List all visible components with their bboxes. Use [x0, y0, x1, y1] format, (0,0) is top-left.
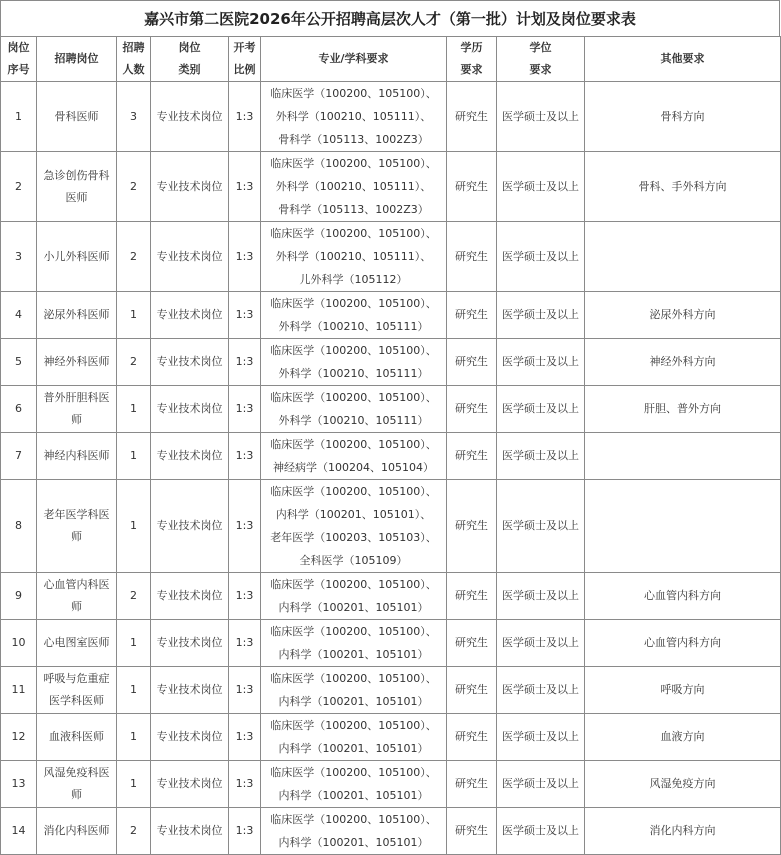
table-title: 嘉兴市第二医院2026年公开招聘高层次人才（第一批）计划及岗位要求表 [0, 0, 780, 36]
education-cell: 研究生 [447, 386, 497, 433]
exam-ratio-cell: 1:3 [229, 714, 261, 761]
post-number-cell: 1 [1, 82, 37, 152]
education-cell: 研究生 [447, 339, 497, 386]
post-name-cell: 呼吸与危重症 医学科医师 [37, 667, 117, 714]
degree-cell: 医学硕士及以上 [497, 339, 585, 386]
exam-ratio-cell: 1:3 [229, 667, 261, 714]
header-other: 其他要求 [585, 37, 781, 82]
degree-cell: 医学硕士及以上 [497, 667, 585, 714]
post-name-cell: 老年医学科医 师 [37, 480, 117, 573]
post-name-cell: 风湿免疫科医 师 [37, 761, 117, 808]
post-number-cell: 6 [1, 386, 37, 433]
post-name-cell: 泌尿外科医师 [37, 292, 117, 339]
exam-ratio-cell: 1:3 [229, 620, 261, 667]
post-name-cell: 心血管内科医 师 [37, 573, 117, 620]
post-category-cell: 专业技术岗位 [151, 620, 229, 667]
header-ratio: 开考 比例 [229, 37, 261, 82]
recruit-count-cell: 1 [117, 386, 151, 433]
post-category-cell: 专业技术岗位 [151, 339, 229, 386]
other-requirement-cell: 消化内科方向 [585, 808, 781, 855]
degree-cell: 医学硕士及以上 [497, 620, 585, 667]
table-row [1, 292, 781, 339]
education-cell: 研究生 [447, 667, 497, 714]
education-cell: 研究生 [447, 761, 497, 808]
degree-cell: 医学硕士及以上 [497, 386, 585, 433]
other-requirement-cell: 泌尿外科方向 [585, 292, 781, 339]
major-requirement-cell: 临床医学（100200、105100）、 内科学（100201、105101） [261, 808, 447, 855]
post-category-cell: 专业技术岗位 [151, 667, 229, 714]
table-row [1, 480, 781, 573]
major-requirement-cell: 临床医学（100200、105100）、 外科学（100210、105111） [261, 339, 447, 386]
other-requirement-cell [585, 480, 781, 573]
major-requirement-cell: 临床医学（100200、105100）、 内科学（100201、105101） [261, 761, 447, 808]
table-row [1, 82, 781, 152]
header-no: 岗位 序号 [1, 37, 37, 82]
major-requirement-cell: 临床医学（100200、105100）、 神经病学（100204、105104） [261, 433, 447, 480]
post-number-cell: 5 [1, 339, 37, 386]
degree-cell: 医学硕士及以上 [497, 292, 585, 339]
other-requirement-cell: 呼吸方向 [585, 667, 781, 714]
post-number-cell: 3 [1, 222, 37, 292]
post-name-cell: 神经内科医师 [37, 433, 117, 480]
recruit-count-cell: 2 [117, 222, 151, 292]
exam-ratio-cell: 1:3 [229, 761, 261, 808]
education-cell: 研究生 [447, 620, 497, 667]
table-row [1, 667, 781, 714]
other-requirement-cell: 骨科方向 [585, 82, 781, 152]
major-requirement-cell: 临床医学（100200、105100）、 外科学（100210、105111）、 儿外科学（105112） [261, 222, 447, 292]
exam-ratio-cell: 1:3 [229, 152, 261, 222]
recruit-count-cell: 1 [117, 480, 151, 573]
post-number-cell: 11 [1, 667, 37, 714]
post-name-cell: 小儿外科医师 [37, 222, 117, 292]
recruit-count-cell: 1 [117, 667, 151, 714]
other-requirement-cell [585, 222, 781, 292]
major-requirement-cell: 临床医学（100200、105100）、 内科学（100201、105101） [261, 620, 447, 667]
other-requirement-cell: 血液方向 [585, 714, 781, 761]
major-requirement-cell: 临床医学（100200、105100）、 内科学（100201、105101）、 老年医学（100203、105103）、 全科医学（105109） [261, 480, 447, 573]
education-cell: 研究生 [447, 573, 497, 620]
table-row [1, 152, 781, 222]
degree-cell: 医学硕士及以上 [497, 480, 585, 573]
post-number-cell: 8 [1, 480, 37, 573]
header-degree: 学位 要求 [497, 37, 585, 82]
education-cell: 研究生 [447, 433, 497, 480]
major-requirement-cell: 临床医学（100200、105100）、 外科学（100210、105111） [261, 386, 447, 433]
post-name-cell: 普外肝胆科医 师 [37, 386, 117, 433]
table-row [1, 761, 781, 808]
header-education: 学历 要求 [447, 37, 497, 82]
post-category-cell: 专业技术岗位 [151, 433, 229, 480]
education-cell: 研究生 [447, 222, 497, 292]
post-name-cell: 急诊创伤骨科 医师 [37, 152, 117, 222]
post-name-cell: 血液科医师 [37, 714, 117, 761]
exam-ratio-cell: 1:3 [229, 292, 261, 339]
other-requirement-cell: 心血管内科方向 [585, 573, 781, 620]
exam-ratio-cell: 1:3 [229, 82, 261, 152]
post-category-cell: 专业技术岗位 [151, 714, 229, 761]
post-category-cell: 专业技术岗位 [151, 82, 229, 152]
major-requirement-cell: 临床医学（100200、105100）、 外科学（100210、105111） [261, 292, 447, 339]
degree-cell: 医学硕士及以上 [497, 573, 585, 620]
major-requirement-cell: 临床医学（100200、105100）、 外科学（100210、105111）、 骨科学（105113、1002Z3） [261, 152, 447, 222]
recruit-count-cell: 1 [117, 714, 151, 761]
major-requirement-cell: 临床医学（100200、105100）、 外科学（100210、105111）、 骨科学（105113、1002Z3） [261, 82, 447, 152]
header-major: 专业/学科要求 [261, 37, 447, 82]
post-number-cell: 10 [1, 620, 37, 667]
table-row [1, 714, 781, 761]
post-name-cell: 心电图室医师 [37, 620, 117, 667]
major-requirement-cell: 临床医学（100200、105100）、 内科学（100201、105101） [261, 667, 447, 714]
header-category: 岗位 类别 [151, 37, 229, 82]
recruit-count-cell: 1 [117, 433, 151, 480]
table-row [1, 339, 781, 386]
other-requirement-cell: 骨科、手外科方向 [585, 152, 781, 222]
table-row [1, 222, 781, 292]
post-number-cell: 7 [1, 433, 37, 480]
degree-cell: 医学硕士及以上 [497, 714, 585, 761]
degree-cell: 医学硕士及以上 [497, 808, 585, 855]
post-category-cell: 专业技术岗位 [151, 480, 229, 573]
post-category-cell: 专业技术岗位 [151, 292, 229, 339]
table-row [1, 573, 781, 620]
degree-cell: 医学硕士及以上 [497, 761, 585, 808]
header-row [1, 37, 781, 82]
education-cell: 研究生 [447, 152, 497, 222]
recruit-count-cell: 1 [117, 292, 151, 339]
education-cell: 研究生 [447, 292, 497, 339]
education-cell: 研究生 [447, 480, 497, 573]
post-category-cell: 专业技术岗位 [151, 808, 229, 855]
post-category-cell: 专业技术岗位 [151, 386, 229, 433]
other-requirement-cell: 风湿免疫方向 [585, 761, 781, 808]
degree-cell: 医学硕士及以上 [497, 82, 585, 152]
recruitment-table [0, 36, 781, 855]
post-category-cell: 专业技术岗位 [151, 761, 229, 808]
exam-ratio-cell: 1:3 [229, 433, 261, 480]
post-number-cell: 2 [1, 152, 37, 222]
recruit-count-cell: 1 [117, 761, 151, 808]
post-name-cell: 神经外科医师 [37, 339, 117, 386]
post-category-cell: 专业技术岗位 [151, 573, 229, 620]
header-count: 招聘 人数 [117, 37, 151, 82]
other-requirement-cell: 心血管内科方向 [585, 620, 781, 667]
exam-ratio-cell: 1:3 [229, 339, 261, 386]
table-row [1, 386, 781, 433]
recruit-count-cell: 2 [117, 573, 151, 620]
post-number-cell: 12 [1, 714, 37, 761]
other-requirement-cell: 神经外科方向 [585, 339, 781, 386]
exam-ratio-cell: 1:3 [229, 480, 261, 573]
education-cell: 研究生 [447, 714, 497, 761]
exam-ratio-cell: 1:3 [229, 808, 261, 855]
recruit-count-cell: 3 [117, 82, 151, 152]
post-number-cell: 14 [1, 808, 37, 855]
exam-ratio-cell: 1:3 [229, 222, 261, 292]
major-requirement-cell: 临床医学（100200、105100）、 内科学（100201、105101） [261, 714, 447, 761]
post-name-cell: 骨科医师 [37, 82, 117, 152]
recruit-count-cell: 2 [117, 339, 151, 386]
recruit-count-cell: 2 [117, 152, 151, 222]
education-cell: 研究生 [447, 808, 497, 855]
post-number-cell: 13 [1, 761, 37, 808]
exam-ratio-cell: 1:3 [229, 573, 261, 620]
degree-cell: 医学硕士及以上 [497, 433, 585, 480]
degree-cell: 医学硕士及以上 [497, 152, 585, 222]
header-post: 招聘岗位 [37, 37, 117, 82]
other-requirement-cell [585, 433, 781, 480]
degree-cell: 医学硕士及以上 [497, 222, 585, 292]
post-number-cell: 9 [1, 573, 37, 620]
major-requirement-cell: 临床医学（100200、105100）、 内科学（100201、105101） [261, 573, 447, 620]
education-cell: 研究生 [447, 82, 497, 152]
exam-ratio-cell: 1:3 [229, 386, 261, 433]
table-row [1, 620, 781, 667]
recruit-count-cell: 1 [117, 620, 151, 667]
recruit-count-cell: 2 [117, 808, 151, 855]
post-number-cell: 4 [1, 292, 37, 339]
table-row [1, 433, 781, 480]
table-row [1, 808, 781, 855]
post-category-cell: 专业技术岗位 [151, 222, 229, 292]
post-category-cell: 专业技术岗位 [151, 152, 229, 222]
other-requirement-cell: 肝胆、普外方向 [585, 386, 781, 433]
table-body [1, 82, 781, 855]
post-name-cell: 消化内科医师 [37, 808, 117, 855]
